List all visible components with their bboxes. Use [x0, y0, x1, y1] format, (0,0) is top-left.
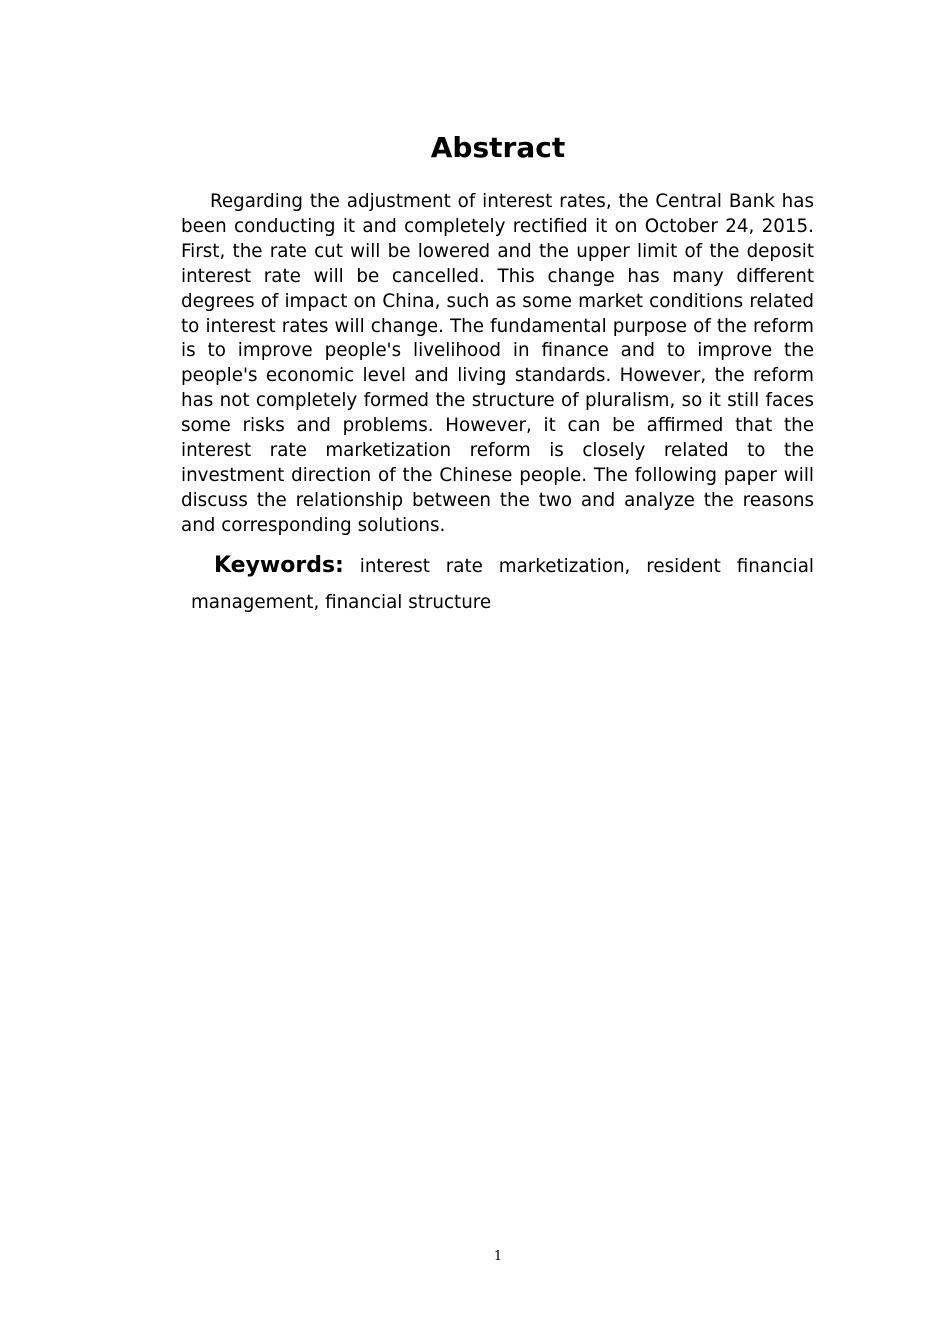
abstract-paragraph: Regarding the adjustment of interest rates, the Central Bank has been conducting it and completely rectified it on October 24, 2015. First, the rate cut will be lowered and the upper limit of the deposit interest rate will be cancelled. This change has many different degrees of impact on China, such as some market conditions related to interest rates will change. The fundamental purpose of the reform is to improve people's livelihood in finance and to improve the people's economic level and living standards. However, the reform has not completely formed the structure of pluralism, so it still faces some risks and problems. However, it can be affirmed that the interest rate marketization reform is closely related to the investment direction of the Chinese people. The following paper will discuss the relationship between the two and analyze the reasons and corresponding solutions.	[181, 191, 814, 536]
keywords-label: Keywords:	[214, 553, 344, 578]
abstract-heading: Abstract	[430, 131, 566, 164]
keywords-line	[191, 548, 814, 621]
page-number: 1	[493, 1249, 503, 1264]
keywords-text: interest rate marketization, resident financial management, financial structure	[191, 556, 814, 613]
